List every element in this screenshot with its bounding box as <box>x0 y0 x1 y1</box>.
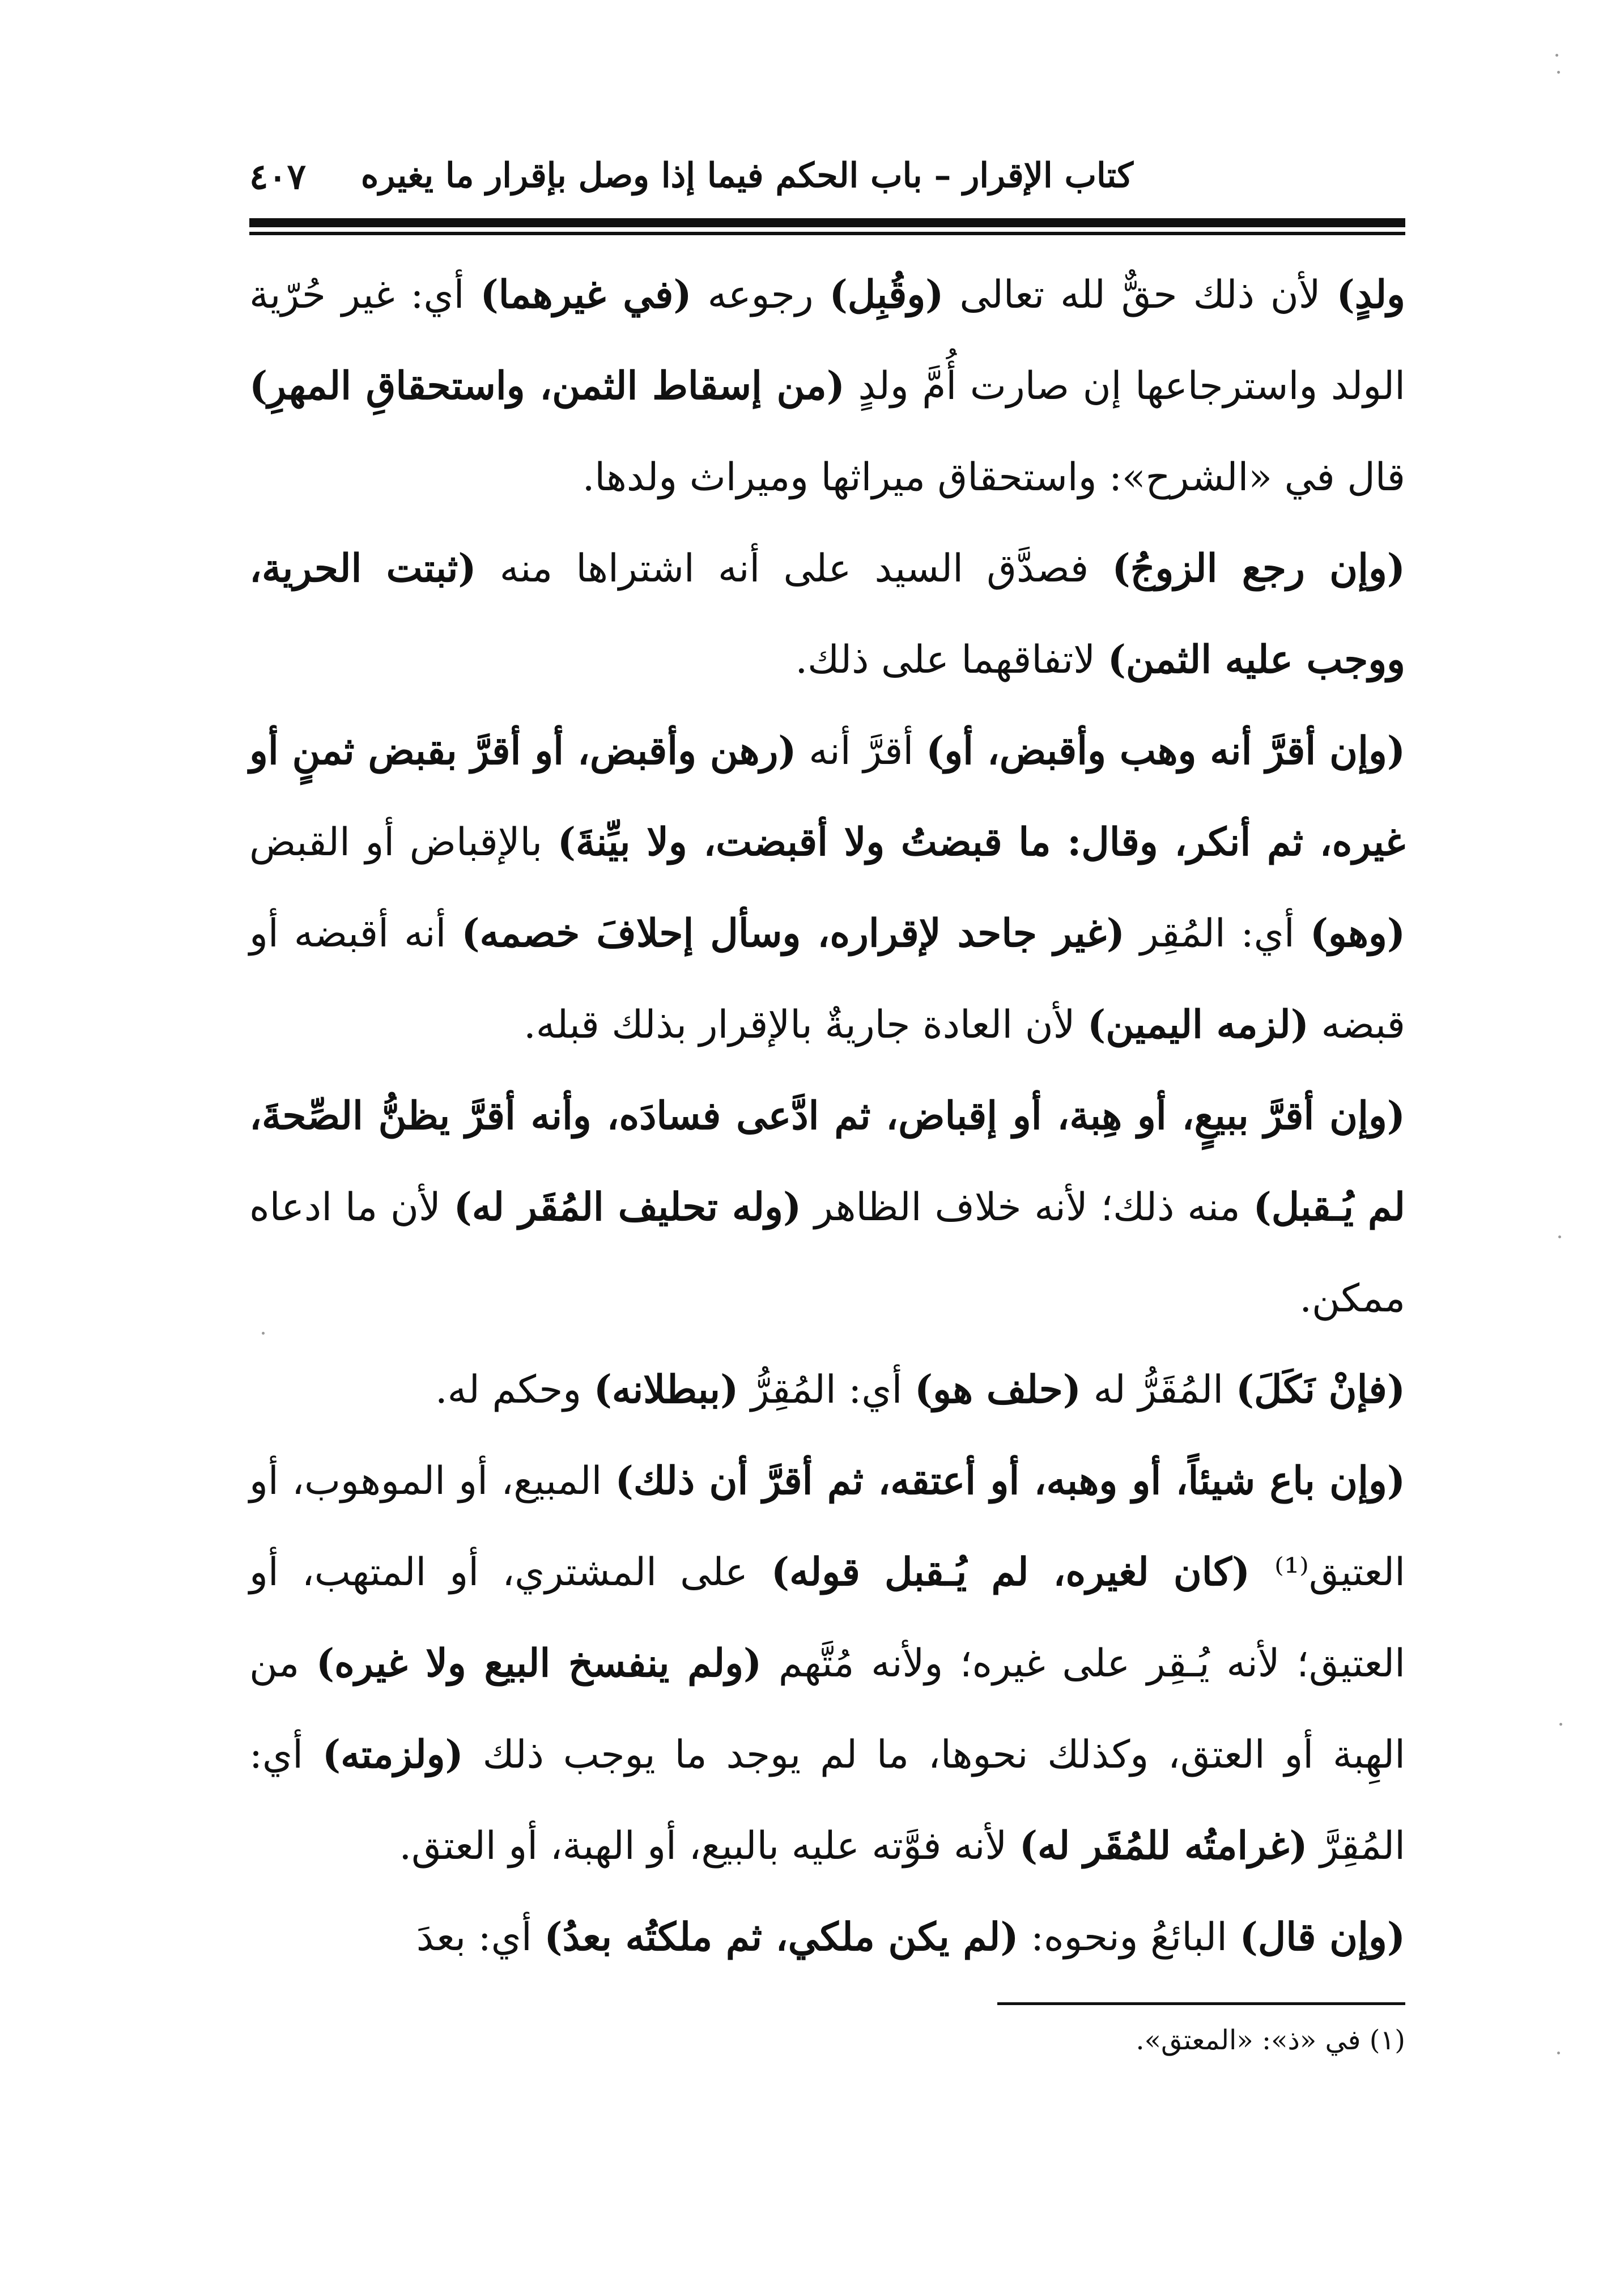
scan-speck <box>1555 54 1558 57</box>
running-header <box>249 145 1405 218</box>
bold-text-run: (وله تحليف المُقَر له) <box>453 1184 802 1230</box>
scan-speck <box>1557 71 1560 74</box>
paragraph <box>249 1071 1405 1344</box>
paragraph <box>249 249 1405 523</box>
scan-speck <box>1559 1723 1562 1726</box>
scan-speck <box>1558 1235 1561 1238</box>
header-rule-thin <box>249 232 1405 235</box>
bold-text-run: (فإنْ نَكَلَ) <box>1235 1367 1405 1412</box>
bold-text-run: (لم يكن ملكي، ثم ملكتُه بعدُ) <box>544 1914 1019 1960</box>
text-run: أي: المُقِر <box>1124 911 1310 956</box>
text-run: أي: غير حُرّية الولد واسترجاعها إن صارت أُمَّ ولدٍ <box>249 273 1405 409</box>
text-run: لأن العادة جاريةٌ بالإقرار بذلك قبله. <box>524 1003 1088 1047</box>
bold-text-run: (غرامتُه للمُقَر له) <box>1019 1823 1308 1869</box>
text-run: فصدَّق السيد على أنه اشتراها منه <box>476 546 1112 591</box>
bold-text-run: (غير جاحد لإقراره، وسأل إحلافَ خصمه) <box>461 911 1125 956</box>
bold-text-run: (وإن أقرَّ ببيعٍ، أو هِبة، أو إقباض، ثم ادَّعى فسادَه، وأنه أقرَّ يظنُّ الصِّحةَ، لم يُـقبل) <box>249 1093 1405 1230</box>
bold-text-run: (رهن وأقبض، أو أقرَّ بقبض ثمنٍ أو غيره، ثم أنكر، وقال: ما قبضتُ ولا أقبضت، ولا بيِّنةَ) <box>249 728 1405 865</box>
footnote: (١) في «ذ»: «المعتق». <box>1136 2024 1405 2056</box>
text-run: أي: المُقِرَّ <box>249 1733 1405 1869</box>
text-run: لأن ما ادعاه ممكن. <box>249 1185 1405 1321</box>
bold-text-run: (كان لغيره، لم يُـقبل قوله) <box>771 1549 1275 1595</box>
text-run: قال في «الشرح»: واستحقاق ميراثها وميراث ولدها. <box>582 455 1405 500</box>
bold-text-run: (ولم ينفسخ البيع ولا غيره) <box>316 1641 762 1686</box>
paragraph <box>249 523 1405 706</box>
bold-text-run: (وإن باع شيئاً، أو وهبه، أو أعتقه، ثم أقرَّ أن ذلك) <box>615 1458 1406 1504</box>
text-run: ⁽¹⁾ <box>1274 1550 1309 1595</box>
text-run: أي: المُقِرُّ <box>738 1368 915 1412</box>
text-run: لأن ذلك حقٌّ لله تعالى <box>943 273 1337 317</box>
bold-text-run: (وإن أقرَّ أنه وهب وأقبض، أو) <box>926 728 1405 774</box>
bold-text-run: (وهو) <box>1310 911 1405 956</box>
page-number: ٤٠٧ <box>249 156 306 197</box>
text-run: أي: بعدَ <box>416 1915 545 1960</box>
text-run: البائعُ ونحوه: <box>1018 1915 1240 1960</box>
header-rule-thick <box>249 218 1405 227</box>
text-run: من الهِبة أو العتق، وكذلك نحوها، ما لم يوجد ما يوجب ذلك <box>249 1641 1405 1777</box>
bold-text-run: (لزمه اليمين) <box>1087 1002 1309 1047</box>
scan-speck <box>1557 2052 1560 2054</box>
paragraph <box>249 706 1405 1071</box>
bold-text-run: (وإن رجع الزوجُ) <box>1112 546 1405 591</box>
paragraph <box>249 1892 1405 1983</box>
bold-text-run: (من إسقاط الثمن، واستحقاقِ المهرِ) <box>249 363 845 409</box>
text-run: أقرَّ أنه <box>796 729 926 774</box>
text-run: لأنه فوَّته عليه بالبيع، أو الهبة، أو العتق. <box>399 1824 1019 1869</box>
main-text <box>249 249 1405 1983</box>
bold-text-run: (ببطلانه) <box>593 1367 739 1412</box>
header-title: كتاب الإقرار – باب الحكم فيما إذا وصل بإقرار ما يغيره <box>360 156 1133 196</box>
bold-text-run: (ولزمته) <box>322 1732 464 1777</box>
text-run: المبيع، أو الموهوب، أو العتيق <box>249 1459 1406 1595</box>
text-run: المُقَرُّ له <box>1081 1368 1236 1412</box>
scan-speck <box>262 1332 265 1335</box>
bold-text-run: (ثبتت الحرية، ووجب عليه الثمن) <box>249 546 1405 682</box>
footnote-divider <box>997 2002 1405 2005</box>
text-run: رجوعه <box>691 273 830 317</box>
text-run: منه ذلك؛ لأنه خلاف الظاهر <box>801 1185 1253 1230</box>
text-run: أنه أقبضه أو قبضه <box>249 911 1405 1047</box>
text-run: لاتفاقهما على ذلك. <box>795 638 1108 682</box>
bold-text-run: (في غيرهما) <box>480 272 692 317</box>
bold-text-run: (حلف هو) <box>915 1367 1081 1412</box>
bold-text-run: ولدٍ) <box>1336 272 1406 317</box>
paragraph <box>249 1436 1405 1892</box>
bold-text-run: (وإن قال) <box>1239 1914 1405 1960</box>
text-run: وحكم له. <box>435 1368 594 1412</box>
paragraph <box>249 1344 1405 1436</box>
text-run: على المشتري، أو المتهب، أو العتيق؛ لأنه يُـقِر على غيره؛ ولأنه مُتَّهم <box>249 1550 1406 1686</box>
text-run: بالإقباض أو القبض <box>249 820 558 865</box>
bold-text-run: (وقُبِل) <box>829 272 944 317</box>
